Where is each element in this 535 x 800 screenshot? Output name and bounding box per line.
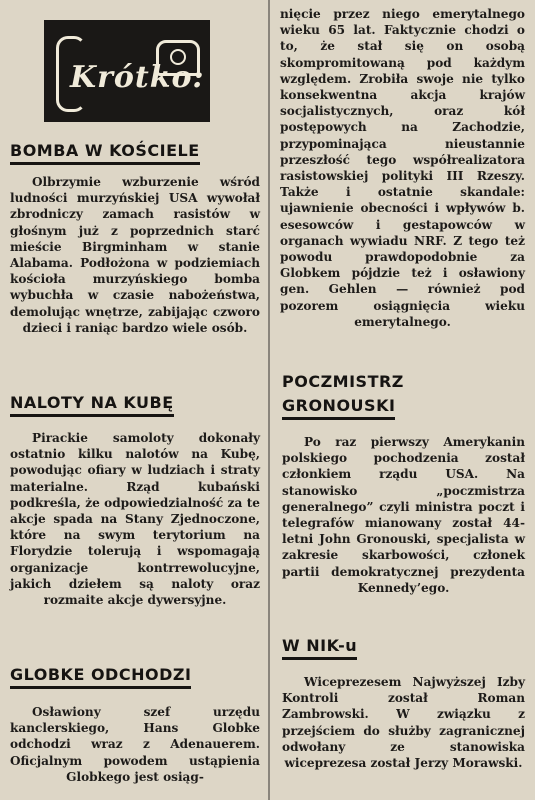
article-poczmistrz: [282, 434, 525, 596]
headline-bomba: BOMBA W KOŚCIELE: [10, 141, 200, 165]
logo-text: Krótko:: [70, 60, 205, 95]
krotko-logo: [44, 20, 210, 122]
headline-naloty: NALOTY NA KUBĘ: [10, 393, 174, 417]
headline-nik: W NIK-u: [282, 636, 357, 660]
article-bomba: [10, 174, 260, 336]
article-nik: [282, 674, 525, 771]
article-globke-body-left: Osławiony szef urzędu kanclerskiego, Hans Globke odchodzi wraz z Adenauerem. Oficjalnym powodem ustąpienia Globkego jest osiąg-: [10, 705, 260, 784]
headline-globke: GLOBKE ODCHODZI: [10, 665, 191, 689]
article-bomba-body: Olbrzymie wzburzenie wśród ludności murzyńskiej USA wywołał zbrodniczy zamach rasistów w głośnym już z poprzednich starć mieście Birgminham w stanie Alabama. Podłożona w podziemiach kościoła murzyńskiego bomba wybuchła w czasie nabożeństwa, demolując wnętrze, zabijając czworo dzieci i raniąc bardzo wiele osób.: [10, 175, 260, 335]
article-globke-body-right: nięcie przez niego emerytalnego wieku 65 lat. Faktycznie chodzi o to, że stał się on osobą skompromitowaną pod każdym względem. Zrobiła swoje nie tylko konsekwentna akcja krajów socjalistycznych, oraz kół postępowych na Zachodzie, przypominająca nieustannie przeszłość tego współrealizatora rasistowskiej polityki III Rzeszy. Także i ostatnie skandale: ujawnienie obecności i wpływów b. esesowców i gestapowców w organach wywiadu NRF. Z tego też powodu prawdopodobnie za Globkem pójdzie też i osławiony gen. Gehlen — również pod pozorem osiągnięcia wieku emerytalnego.: [280, 7, 525, 329]
article-globke-start: [10, 704, 260, 785]
article-globke-continued: [280, 6, 525, 330]
headline-poczmistrz-line1: POCZMISTRZ: [282, 372, 404, 391]
headline-poczmistrz-line2: GRONOUSKI: [282, 396, 395, 420]
article-poczmistrz-body: Po raz pierwszy Amerykanin polskiego pochodzenia został członkiem rządu USA. Na stanowisko „poczmistrza generalnego” czyli ministra poczt i telegrafów mianowany został 44-letni John Gronouski, specjalista w zakresie skarbowości, członek partii demokratycznej prezydenta Kennedy’ego.: [282, 435, 525, 595]
article-naloty: [10, 430, 260, 608]
article-nik-body: Wiceprezesem Najwyższej Izby Kontroli został Roman Zambrowski. W związku z przejściem do służby zagranicznej odwołany ze stanowiska wiceprezesa został Jerzy Morawski.: [282, 675, 525, 771]
column-divider: [268, 0, 270, 800]
article-naloty-body: Pirackie samoloty dokonały ostatnio kilku nalotów na Kubę, powodując ofiary w ludziach i straty materialne. Rząd kubański podkreśla, że odpowiedzialność za te akcje spada na Stany Zjednoczone, które na swym terytorium na Florydzie tolerują i wspomagają organizacje kontrrewolucyjne, jakich dziełem są naloty oraz rozmaite akcje dywersyjne.: [10, 431, 260, 608]
